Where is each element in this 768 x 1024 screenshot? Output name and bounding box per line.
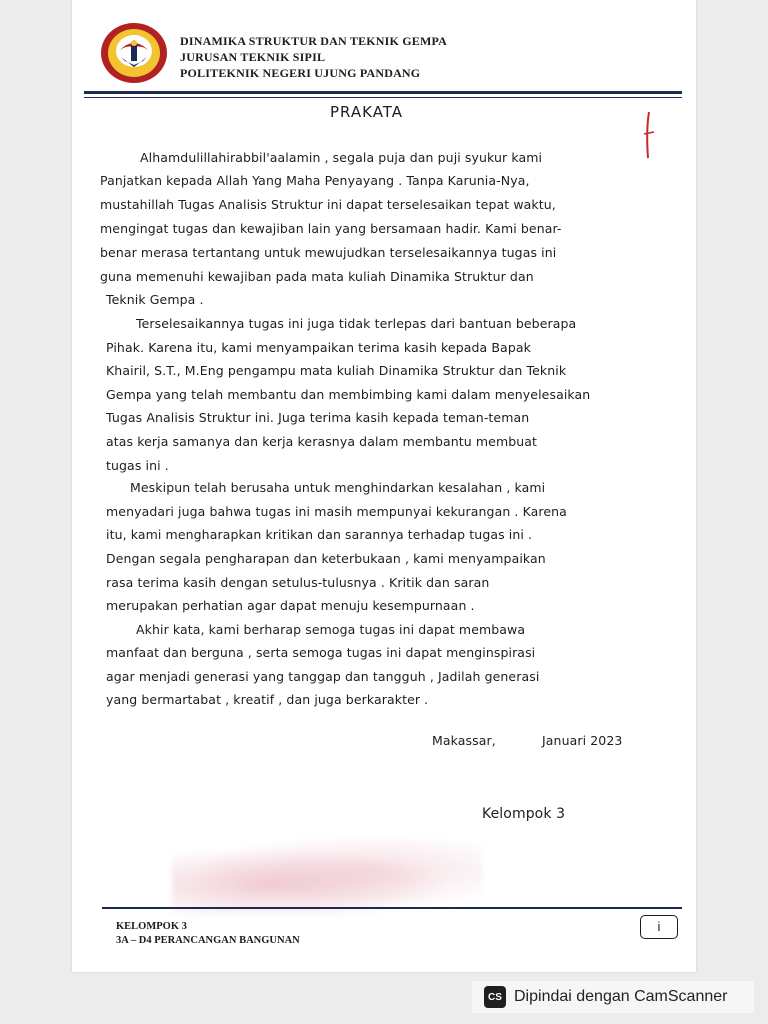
body-line: itu, kami mengharapkan kritikan dan sarannya terhadap tugas ini . [106, 527, 533, 542]
page-number: i [640, 915, 678, 939]
body-line: tugas ini . [106, 458, 169, 473]
body-line: Alhamdulillahirabbil'aalamin , segala puja dan puji syukur kami [140, 150, 543, 165]
red-ink-mark [642, 110, 656, 162]
body-line: merupakan perhatian agar dapat menuju kesempurnaan . [106, 598, 475, 613]
body-line: Panjatkan kepada Allah Yang Maha Penyayang . Tanpa Karunia-Nya, [100, 173, 530, 188]
header-course: DINAMIKA STRUKTUR DAN TEKNIK GEMPA [180, 34, 448, 48]
body-line: rasa terima kasih dengan setulus-tulusnya . Kritik dan saran [106, 575, 490, 590]
ink-smudge [172, 840, 482, 915]
footer-rule [102, 907, 682, 909]
date: Januari 2023 [542, 733, 623, 748]
body-line: Dengan segala pengharapan dan keterbukaan , kami menyampaikan [106, 551, 546, 566]
camscanner-text: Dipindai dengan CamScanner [514, 988, 728, 1005]
place: Makassar, [432, 733, 496, 748]
header-rule [84, 91, 682, 94]
header-institution: POLITEKNIK NEGERI UJUNG PANDANG [180, 66, 421, 80]
signature: Kelompok 3 [482, 806, 566, 822]
body-line: Terselesaikannya tugas ini juga tidak terlepas dari bantuan beberapa [136, 316, 577, 331]
footer-class: 3A – D4 PERANCANGAN BANGUNAN [116, 935, 300, 946]
body-line: Khairil, S.T., M.Eng pengampu mata kuliah Dinamika Struktur dan Teknik [106, 363, 567, 378]
body-line: Tugas Analisis Struktur ini. Juga terima kasih kepada teman-teman [106, 410, 530, 425]
footer-group: KELOMPOK 3 [116, 921, 187, 932]
body-line: menyadari juga bahwa tugas ini masih mempunyai kekurangan . Karena [106, 504, 567, 519]
body-line: Teknik Gempa . [106, 292, 204, 307]
body-line: benar merasa tertantang untuk mewujudkan terselesaikannya tugas ini [100, 245, 557, 260]
institution-logo [99, 21, 169, 85]
body-line: guna memenuhi kewajiban pada mata kuliah Dinamika Struktur dan [100, 269, 534, 284]
camscanner-logo-icon: CS [484, 986, 506, 1008]
header-rule-thin [84, 97, 682, 98]
body-line: agar menjadi generasi yang tanggap dan tangguh , Jadilah generasi [106, 669, 540, 684]
body-line: Gempa yang telah membantu dan membimbing kami dalam menyelesaikan [106, 387, 591, 402]
body-line: mustahillah Tugas Analisis Struktur ini dapat terselesaikan tepat waktu, [100, 197, 556, 212]
body-line: yang bermartabat , kreatif , dan juga berkarakter . [106, 692, 429, 707]
body-line: Pihak. Karena itu, kami menyampaikan terima kasih kepada Bapak [106, 340, 531, 355]
body-line: Meskipun telah berusaha untuk menghindarkan kesalahan , kami [130, 480, 546, 495]
page-title: PRAKATA [330, 103, 404, 121]
camscanner-watermark [472, 981, 754, 1013]
body-line: atas kerja samanya dan kerja kerasnya dalam membantu membuat [106, 434, 538, 449]
document-page [72, 0, 696, 972]
header-department: JURUSAN TEKNIK SIPIL [180, 50, 326, 64]
body-line: mengingat tugas dan kewajiban lain yang bersamaan hadir. Kami benar- [100, 221, 562, 236]
body-line: manfaat dan berguna , serta semoga tugas ini dapat menginspirasi [106, 645, 536, 660]
body-line: Akhir kata, kami berharap semoga tugas ini dapat membawa [136, 622, 526, 637]
